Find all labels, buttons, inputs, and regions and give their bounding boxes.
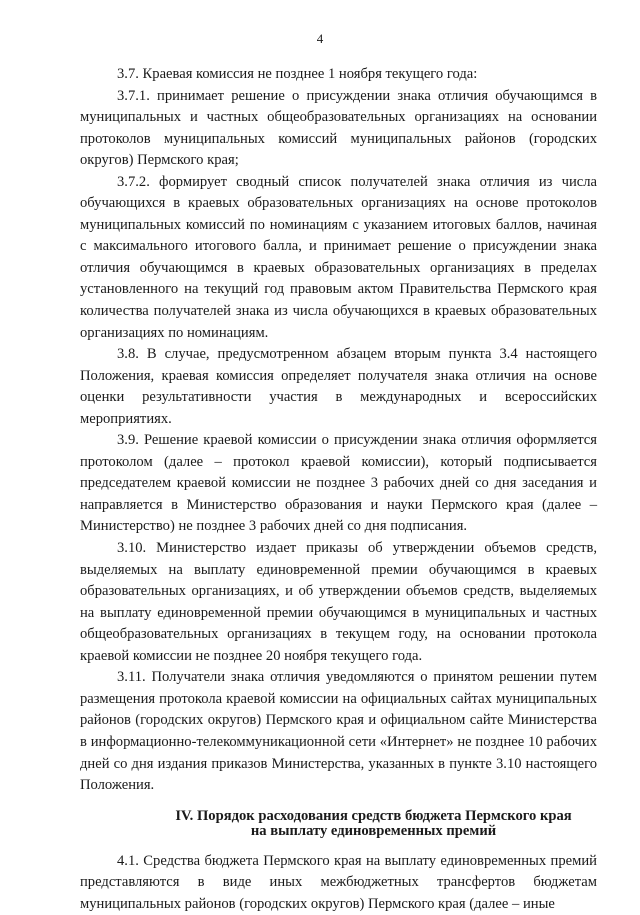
paragraph-3-7: 3.7. Краевая комиссия не позднее 1 ноября текущего года: bbox=[117, 66, 478, 82]
paragraph-3-7-1: 3.7.1. принимает решение о присуждении знака отличия обучающимся в муниципальных и частных общеобразовательных организациях на основании протоколов муниципальных комиссий муниципальных районов (городских округов) Пермского края; bbox=[80, 87, 597, 169]
section-heading-line-1: IV. Порядок расходования средств бюджета Пермского края bbox=[175, 807, 572, 824]
document-body bbox=[80, 64, 597, 915]
paragraph-3-8: 3.8. В случае, предусмотренном абзацем вторым пункта 3.4 настоящего Положения, краевая комиссия определяет получателя знака отличия на основе оценки результативности участия в международных и всероссийских мероприятиях. bbox=[80, 346, 597, 427]
section-heading-line-2: на выплату единовременных премий bbox=[250, 822, 497, 839]
section-heading bbox=[80, 809, 597, 839]
paragraph-4-1: 4.1. Средства бюджета Пермского края на выплату единовременных премий представляются в виде иных межбюджетных трансфертов бюджетам муниципальных районов (городских округов) Пермского края (далее – иные bbox=[80, 852, 597, 912]
page-number: 4 bbox=[316, 31, 324, 46]
paragraph-3-9: 3.9. Решение краевой комиссии о присуждении знака отличия оформляется протоколом (далее – протокол краевой комиссии), который подписывается председателем краевой комиссии не позднее 3 рабочих дней со дня заседания и направляется в Министерство образования и науки Пермского края (далее – Министерство) не позднее 3 рабочих дней со дня подписания. bbox=[80, 432, 597, 535]
paragraph-3-10: 3.10. Министерство издает приказы об утверждении объемов средств, выделяемых на выплату единовременной премии обучающимся в краевых образовательных организациях, и об утверждении объемов средств, выделяемых на выплату единовременной премии обучающимся в муниципальных и частных общеобразовательных организациях в текущем году, на основании протокола краевой комиссии не позднее 20 ноября текущего года. bbox=[80, 540, 597, 664]
paragraph-3-11: 3.11. Получатели знака отличия уведомляются о принятом решении путем размещения протокола краевой комиссии на официальных сайтах муниципальных районов (городских округов) Пермского края и официальном сайте Министерства в информационно-телекоммуникационной сети «Интернет» не позднее 10 рабочих дней со дня издания приказов Министерства, указанных в пункте 3.10 настоящего Положения. bbox=[80, 669, 597, 794]
paragraph-3-7-2: 3.7.2. формирует сводный список получателей знака отличия из числа обучающихся в краевых образовательных организациях на основе протоколов муниципальных комиссий по номинациям с указанием итоговых баллов, начиная с максимального итогового балла, и принимает решение о присуждении знака отличия обучающимся в краевых образовательных организациях в пределах установленного на текущий год правовым актом Правительства Пермского края количества получателей знака из числа обучающихся в краевых образовательных организациях по номинациям. bbox=[80, 173, 597, 341]
